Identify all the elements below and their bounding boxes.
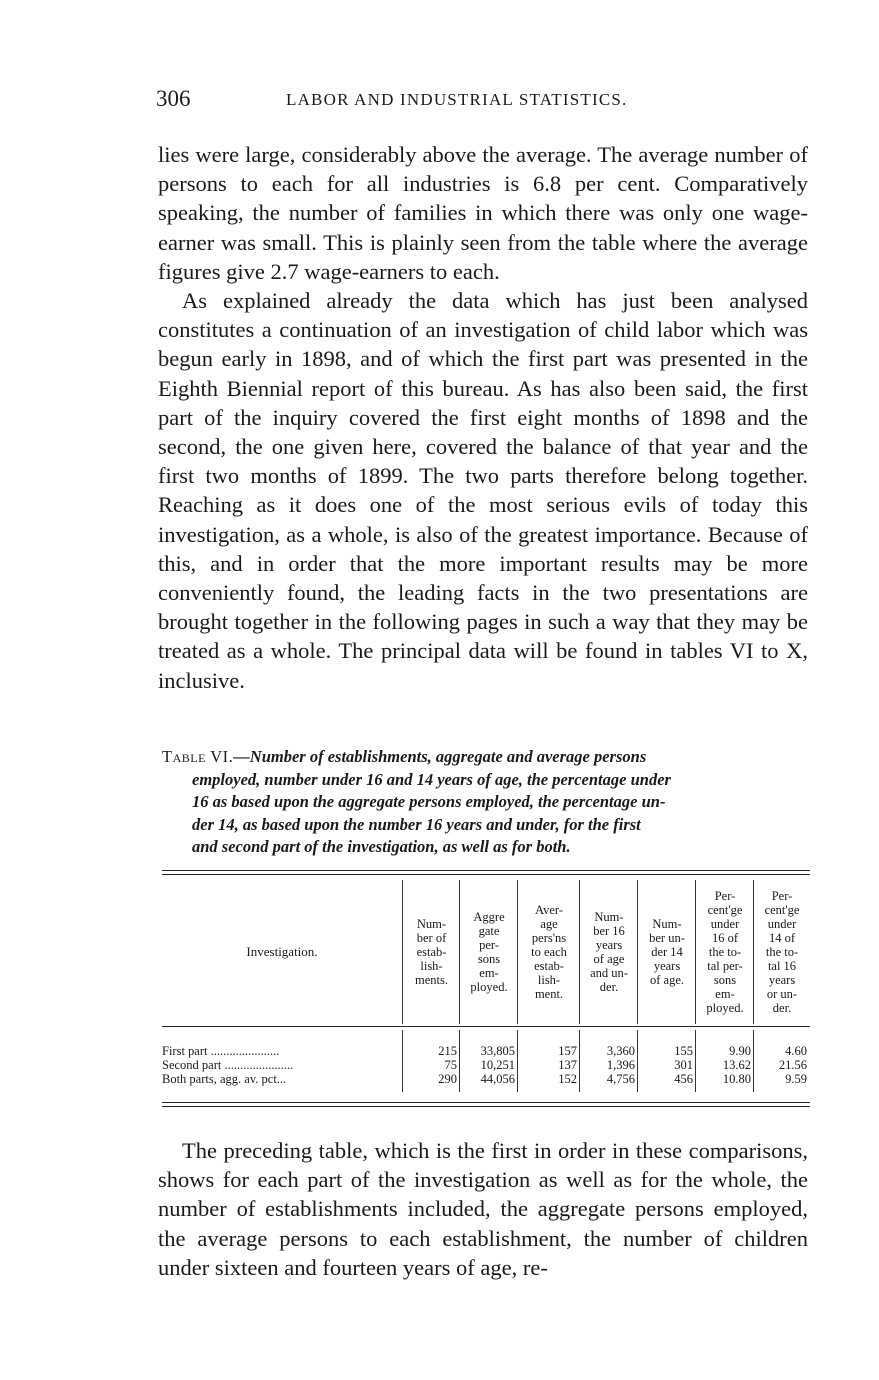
column-header-line: ments. <box>415 973 448 987</box>
table-caption-label: Table VI. <box>162 747 234 766</box>
column-header-line: age <box>540 917 558 931</box>
paragraph: As explained already the data which has just been analysed constitutes a continuation of an investigation of child labor which was begun early in 1898, and of which the first part was presented in the Eighth Biennial report of this bureau. As has also been said, the first part of the inquiry covered the first eight months of 1898 and the second, the one given here, covered the balance of that year and the first two months of 1899. The two parts therefore belong together. Reaching as it does one of the most serious evils of today this investigation, as a whole, is also of the greatest importance. Because of this, and in order that the more important results may be more conveniently found, the leading facts in the two presentations are brought together in the following pages in such a way that they may be treated as a whole. The principal data will be found in tables VI to X, inclusive. <box>158 288 808 693</box>
column-header-line: der. <box>599 980 619 994</box>
column-header-line: under <box>767 917 797 931</box>
table-cell: 10.80 <box>722 1072 751 1086</box>
column-header-line: to each <box>531 945 567 959</box>
column-header-line: estab- <box>534 959 564 973</box>
table-top-rule <box>162 870 810 871</box>
table-cell: 152 <box>558 1072 577 1086</box>
column-header-line: the to- <box>765 945 799 959</box>
column-header-line: tal per- <box>707 959 743 973</box>
column-header-line: ployed. <box>470 980 508 994</box>
column-header-line: estab- <box>416 945 447 959</box>
column-header-line: under <box>710 917 740 931</box>
table-cell: 44,056 <box>480 1072 515 1086</box>
table-top-rule <box>162 874 810 875</box>
table-cell: 75 <box>444 1058 457 1072</box>
table-caption-text: and second part of the investigation, as well as for both. <box>192 837 571 856</box>
table-caption-text: employed, number under 16 and 14 years of age, the percentage under <box>192 769 671 789</box>
table-cell: 33,805 <box>480 1044 515 1058</box>
column-header-line: cent'ge <box>707 903 743 917</box>
column-header-line: or un- <box>766 987 798 1001</box>
column-header-line: em- <box>479 966 499 980</box>
table-bottom-rule <box>162 1106 810 1107</box>
column-header-line: ment. <box>534 987 564 1001</box>
column-header-line: ber 16 <box>593 924 625 938</box>
column-header-line: em- <box>715 987 735 1001</box>
table-cell: 155 <box>674 1044 693 1058</box>
column-header-line: and un- <box>590 966 628 980</box>
column-header <box>754 880 810 1024</box>
paragraph: lies were large, considerably above the average. The average number of persons to each for all industries is 6.8 per cent. Comparatively speaking, the number of families in which there was only one wage-earner was small. This is plainly seen from the table where the average figures give 2.7 wage-earners to each. <box>158 142 808 284</box>
table-cell: 157 <box>558 1044 577 1058</box>
column-header-line: ployed. <box>706 1001 744 1015</box>
column-header-line: Num- <box>652 917 682 931</box>
table-cell: 456 <box>674 1072 693 1086</box>
table-cell: 1,396 <box>606 1058 635 1072</box>
page-header <box>156 86 808 116</box>
table-caption-text: —Number of establishments, aggregate and average persons <box>233 747 647 766</box>
paragraph: The preceding table, which is the first in order in these comparisons, shows for each part of the investigation as well as for the whole, the number of establishments included, the aggregate persons employed, the average persons to each establishment, the number of children under sixteen and fourteen years of age, re- <box>158 1138 808 1280</box>
column-header-line: per- <box>479 938 499 952</box>
row-label: Both parts, agg. av. pct... <box>162 1072 287 1086</box>
column-header-line: pers'ns <box>531 931 567 945</box>
table-row <box>162 1072 810 1086</box>
column-header-line: the to- <box>708 945 742 959</box>
row-label: Second part ...................... <box>162 1058 294 1072</box>
column-header <box>460 880 518 1024</box>
column-header-line: tal 16 <box>767 959 797 973</box>
column-header-line: Aver- <box>535 903 563 917</box>
column-header-line: ber of <box>416 931 447 945</box>
table-bottom-rule <box>162 1102 810 1103</box>
table-cell: 290 <box>438 1072 457 1086</box>
row-label: First part ...................... <box>162 1044 280 1058</box>
column-header <box>403 880 460 1024</box>
column-header-line: of age. <box>649 973 684 987</box>
column-header-line: der 14 <box>651 945 683 959</box>
table-cell: 21.56 <box>778 1058 807 1072</box>
column-header-line: years <box>768 973 796 987</box>
column-header-line: Num- <box>594 910 624 924</box>
column-header-line: lish- <box>420 959 443 973</box>
table-cell: 13.62 <box>722 1058 751 1072</box>
column-header-line: sons <box>713 973 737 987</box>
column-header-line: years <box>653 959 681 973</box>
column-header-line: Aggre <box>473 910 505 924</box>
column-header <box>580 880 638 1024</box>
column-header-line: ber un- <box>649 931 685 945</box>
column-header-line: der. <box>772 1001 792 1015</box>
table-cell: 10,251 <box>480 1058 515 1072</box>
table-cell: 4,756 <box>606 1072 635 1086</box>
column-header-line: Per- <box>714 889 736 903</box>
column-header-line: 14 of <box>768 931 796 945</box>
table-caption-text: der 14, as based upon the number 16 years and under, for the first <box>192 814 641 834</box>
running-head: LABOR AND INDUSTRIAL STATISTICS. <box>286 90 628 109</box>
column-header-line: cent'ge <box>764 903 800 917</box>
stub-header: Investigation. <box>246 944 318 959</box>
column-header <box>518 880 580 1024</box>
table-caption-text: 16 as based upon the aggregate persons employed, the percentage un- <box>192 792 666 811</box>
column-header-line: sons <box>477 952 501 966</box>
table-cell: 4.60 <box>785 1044 807 1058</box>
header-bottom-rule <box>162 1026 810 1027</box>
statistics-table <box>162 870 810 1110</box>
table-caption <box>162 746 808 859</box>
column-header-line: of age <box>593 952 625 966</box>
table-cell: 301 <box>674 1058 693 1072</box>
column-header <box>696 880 754 1024</box>
column-header-line: lish- <box>537 973 561 987</box>
column-header-line: years <box>595 938 623 952</box>
table-cell: 9.90 <box>729 1044 751 1058</box>
table-cell: 137 <box>558 1058 577 1072</box>
column-header-line: Per- <box>771 889 793 903</box>
table-cell: 9.59 <box>785 1072 807 1086</box>
column-header-line: gate <box>478 924 500 938</box>
column-header-line: Num- <box>416 917 447 931</box>
table-row <box>162 1044 810 1058</box>
page-number: 306 <box>156 86 191 111</box>
table-row <box>162 1058 810 1072</box>
column-header-line: 16 of <box>711 931 739 945</box>
table-cell: 215 <box>438 1044 457 1058</box>
table-cell: 3,360 <box>606 1044 635 1058</box>
column-header <box>638 880 696 1024</box>
